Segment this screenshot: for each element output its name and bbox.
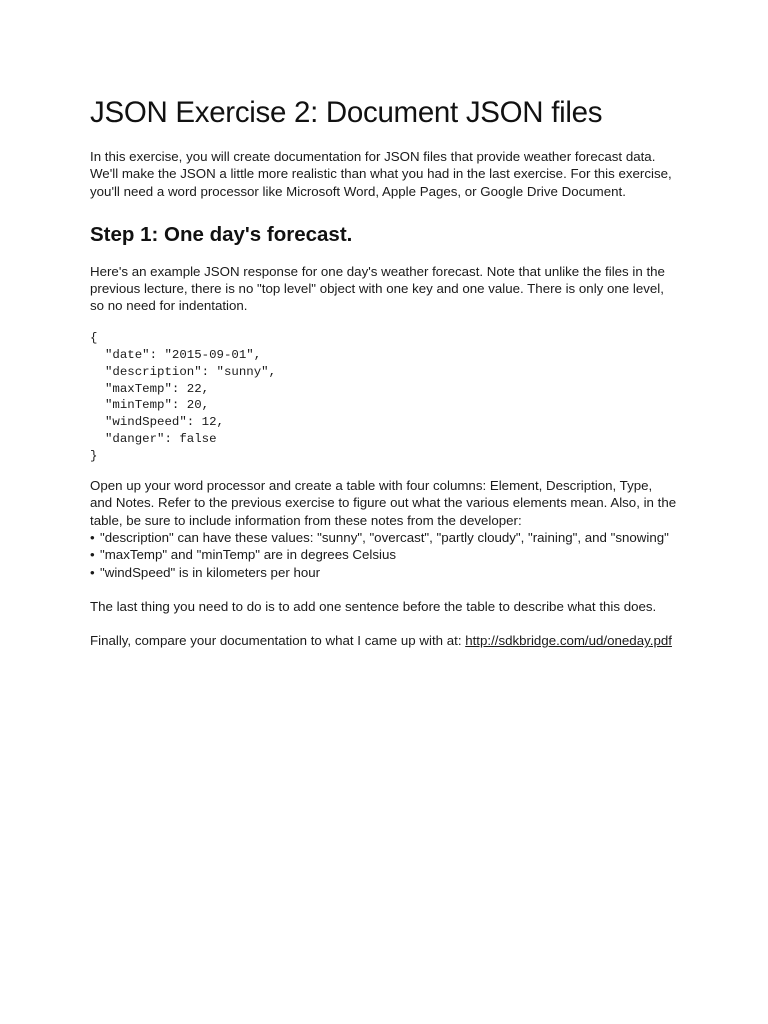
intro-paragraph: In this exercise, you will create documentation for JSON files that provide weather forecast data. We'll make the JSON a little more realistic than what you had in the last exercise. For this exercise, you'll need a word processor like Microsoft Word, Apple Pages, or Google Drive Document. <box>90 149 672 199</box>
finally-text: Finally, compare your documentation to what I came up with at: <box>90 633 466 649</box>
code-line-text: "maxTemp": 22, <box>105 381 210 396</box>
code-line <box>90 347 678 364</box>
note-text: "description" can have these values: "sunny", "overcast", "partly cloudy", "raining", and "snowing" <box>100 529 669 545</box>
developer-notes-list <box>90 529 678 581</box>
code-line <box>90 381 678 398</box>
instructions-paragraph: Open up your word processor and create a table with four columns: Element, Description, Type, and Notes. Refer to the previous exercise to figure out what the various elements mean. Also, in the table, be sure to include information from these notes from the developer: <box>90 478 677 528</box>
json-code-block <box>90 330 678 465</box>
bullet-icon: • <box>90 547 95 563</box>
note-text: "windSpeed" is in kilometers per hour <box>100 564 321 580</box>
code-line <box>90 364 678 381</box>
document-title: JSON Exercise 2: Document JSON files <box>90 96 603 129</box>
code-line-open: { <box>90 330 98 345</box>
code-line-text: "windSpeed": 12, <box>105 415 224 430</box>
code-line <box>90 397 678 414</box>
bullet-icon: • <box>90 564 95 580</box>
last-thing-paragraph: The last thing you need to do is to add one sentence before the table to describe what this does. <box>90 598 657 614</box>
step-1-heading: Step 1: One day's forecast. <box>90 222 353 246</box>
oneday-pdf-link[interactable]: http://sdkbridge.com/ud/oneday.pdf <box>465 633 672 649</box>
bullet-icon: • <box>90 529 95 545</box>
finally-paragraph <box>90 632 678 649</box>
code-line-text: "description": "sunny", <box>105 364 277 379</box>
code-line-text: "danger": false <box>105 432 217 447</box>
list-item <box>90 529 678 546</box>
note-text: "maxTemp" and "minTemp" are in degrees Celsius <box>100 547 397 563</box>
list-item <box>90 546 678 563</box>
code-line-text: "date": "2015-09-01", <box>105 347 262 362</box>
code-line <box>90 414 678 431</box>
list-item <box>90 564 678 581</box>
code-line-text: "minTemp": 20, <box>105 398 210 413</box>
code-line <box>90 431 678 448</box>
code-line-close: } <box>90 449 98 464</box>
step-1-intro-paragraph: Here's an example JSON response for one day's weather forecast. Note that unlike the files in the previous lecture, there is no "top level" object with one key and one value. There is only one level, so no need for indentation. <box>90 263 665 314</box>
